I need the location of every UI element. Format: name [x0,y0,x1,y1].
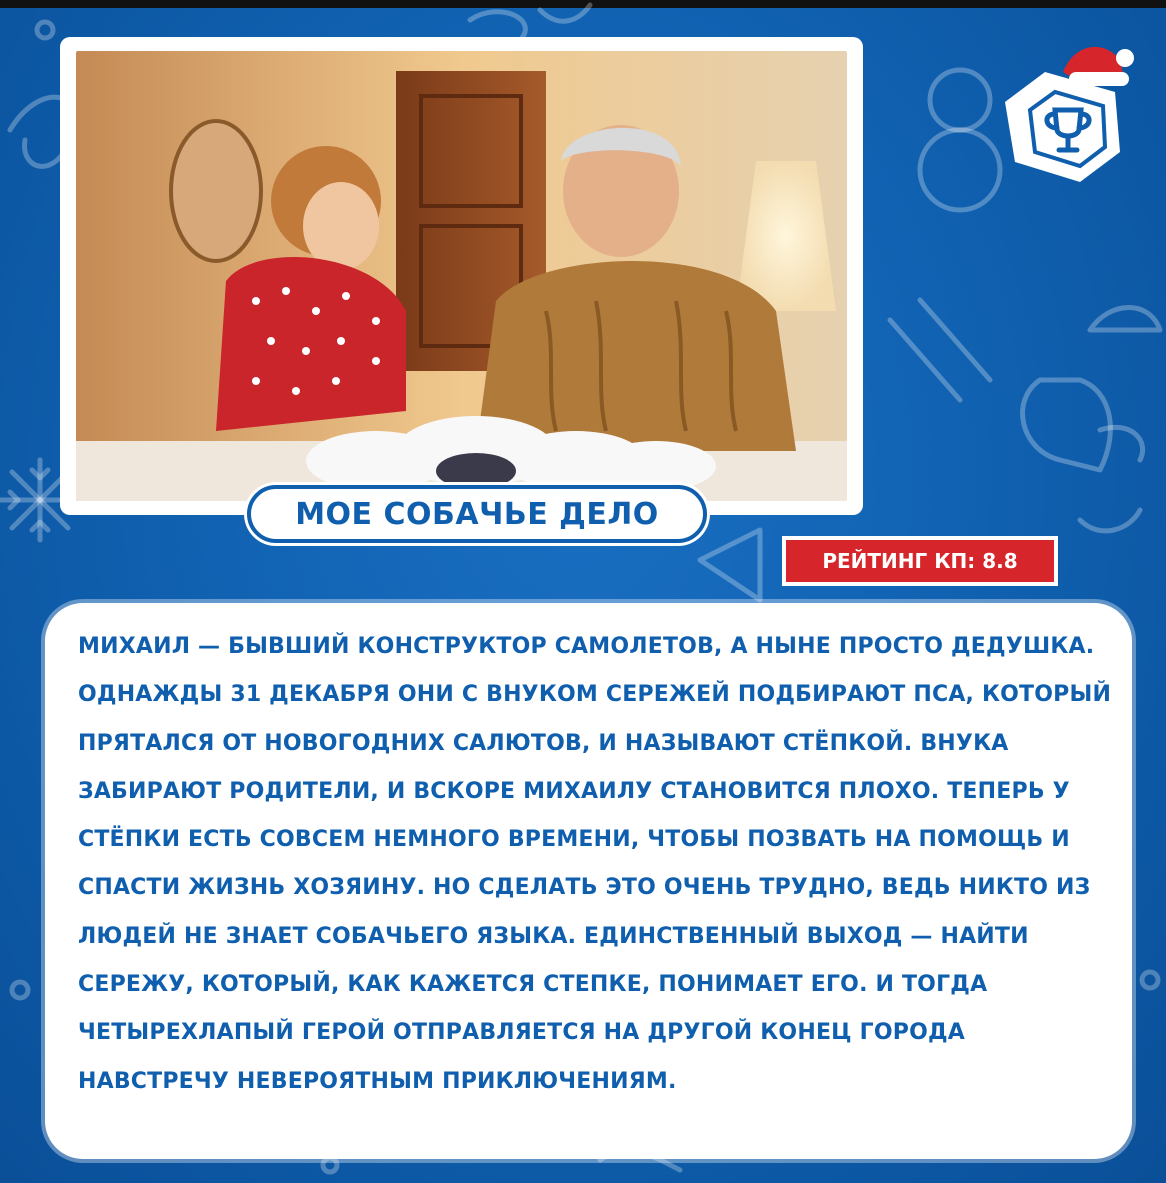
site-logo [985,32,1135,192]
movie-still-image [76,51,847,501]
description-card [45,603,1132,1159]
movie-title-badge [247,485,707,543]
movie-title: МОЕ СОБАЧЬЕ ДЕЛО [295,496,659,532]
movie-description: МИХАИЛ — БЫВШИЙ КОНСТРУКТОР САМОЛЕТОВ, А НЫНЕ ПРОСТО ДЕДУШКА. ОДНАЖДЫ 31 ДЕКАБРЯ ОНИ С ВНУКОМ СЕРЕЖЕЙ ПОДБИРАЮТ ПСА, КОТОРЫЙ ПРЯТАЛСЯ ОТ НОВОГОДНИХ САЛЮТОВ, И НАЗЫВАЮТ СТЁПКОЙ. ВНУКА ЗАБИРАЮТ РОДИТЕЛИ, И ВСКОРЕ МИХАИЛУ СТАНОВИТСЯ ПЛОХО. ТЕПЕРЬ У СТЁПКИ ЕСТЬ СОВСЕМ НЕМНОГО ВРЕМЕНИ, ЧТОБЫ ПОЗВАТЬ НА ПОМОЩЬ И СПАСТИ ЖИЗНЬ ХОЗЯИНУ. НО СДЕЛАТЬ ЭТО ОЧЕНЬ ТРУДНО, ВЕДЬ НИКТО ИЗ ЛЮДЕЙ НЕ ЗНАЕТ СОБАЧЬЕГО ЯЗЫКА. ЕДИНСТВЕННЫЙ ВЫХОД — НАЙТИ СЕРЕЖУ, КОТОРЫЙ, КАК КАЖЕТСЯ СТЕПКЕ, ПОНИМАЕТ ЕГО. И ТОГДА ЧЕТЫРЕХЛАПЫЙ ГЕРОЙ ОТПРАВЛЯЕТСЯ НА ДРУГОЙ КОНЕЦ ГОРОДА НАВСТРЕЧУ НЕВЕРОЯТНЫМ ПРИКЛЮЧЕНИЯМ. [78,634,1112,1094]
santa-hat-icon [1063,47,1134,86]
rating-label: РЕЙТИНГ КП: 8.8 [786,540,1054,582]
rating-badge [782,536,1058,586]
movie-still-frame [60,37,863,515]
